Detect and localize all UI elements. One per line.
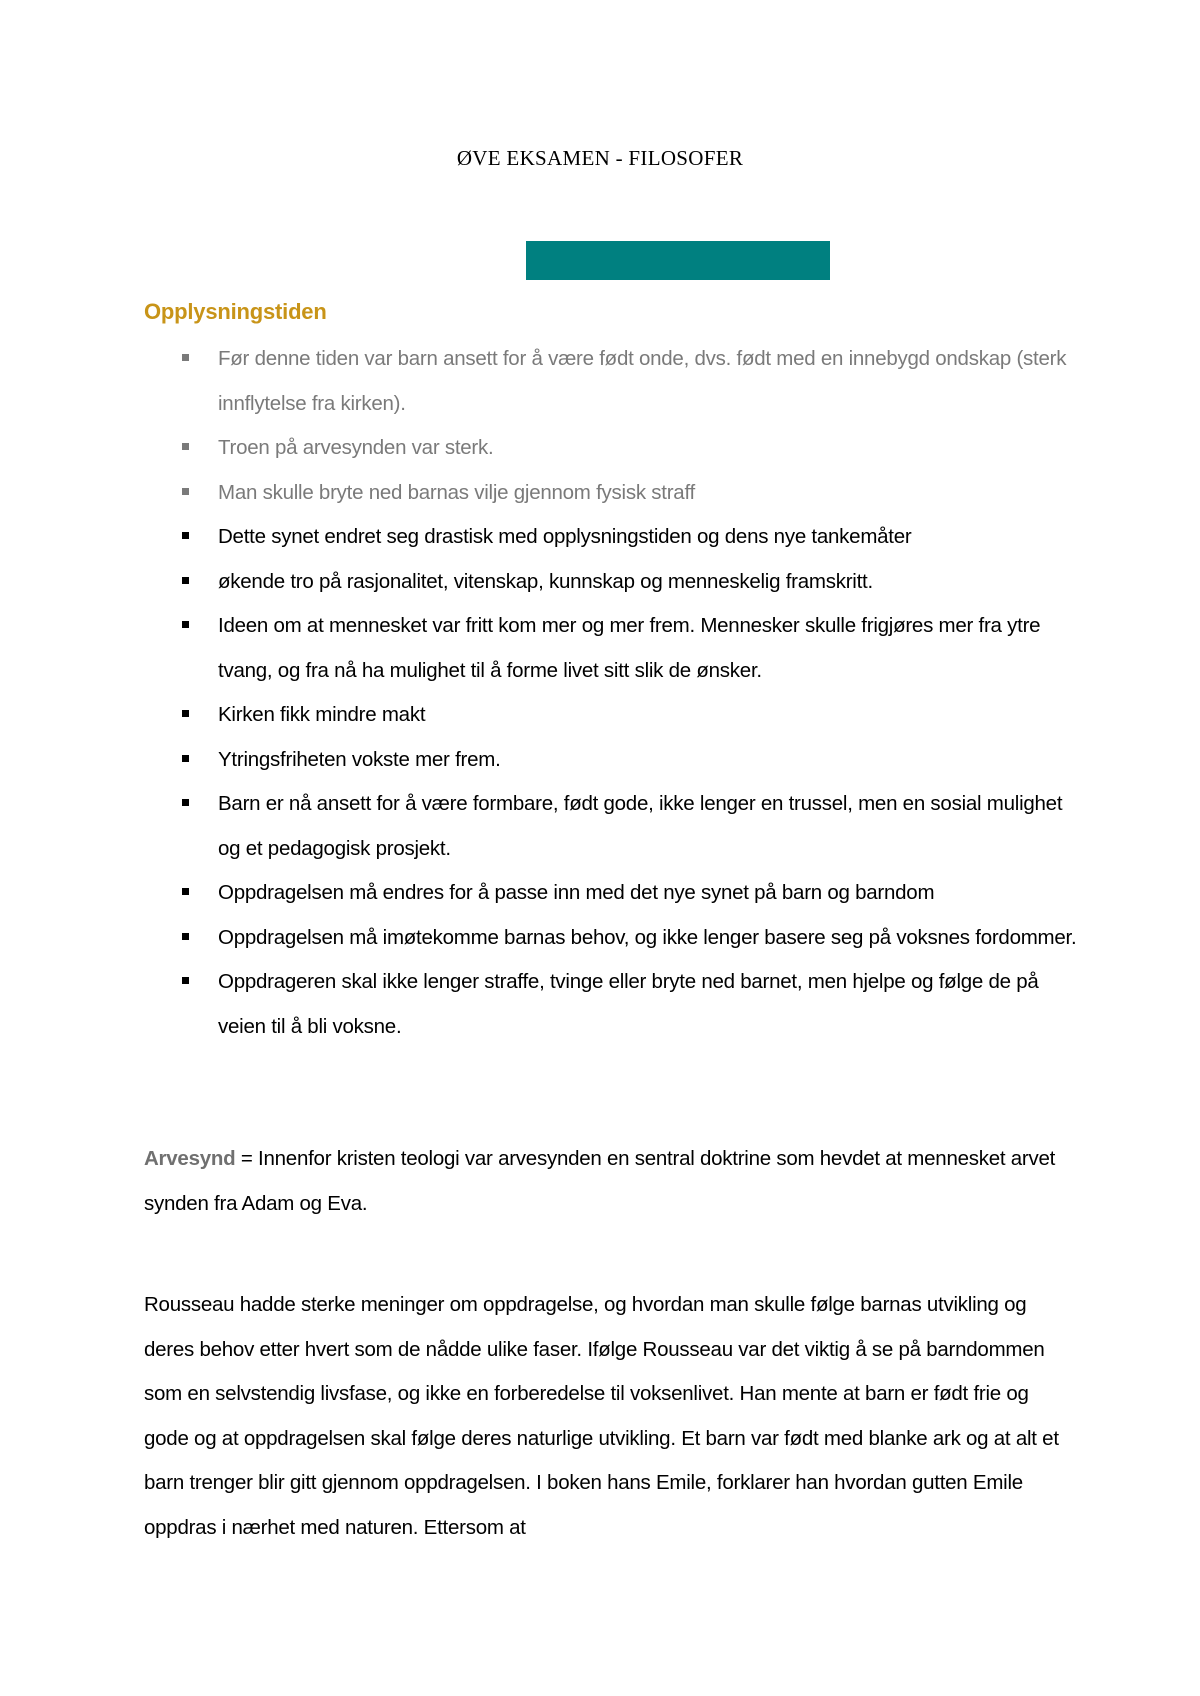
section-heading: Opplysningstiden (144, 299, 327, 324)
square-bullet-icon (182, 755, 189, 762)
square-bullet-icon (182, 621, 189, 628)
list-item (144, 782, 1084, 871)
square-bullet-icon (182, 488, 189, 495)
square-bullet-icon (182, 799, 189, 806)
square-bullet-icon (182, 532, 189, 539)
square-bullet-icon (182, 710, 189, 717)
list-item (144, 515, 1084, 560)
list-item (144, 871, 1084, 916)
list-item (144, 337, 1084, 426)
list-item (144, 693, 1084, 738)
square-bullet-icon (182, 888, 189, 895)
list-item-text: Ideen om at mennesket var fritt kom mer og mer frem. Mennesker skulle frigjøres mer fra ytre tvang, og fra nå ha mulighet til å forme livet sitt slik de ønsker. (218, 614, 1041, 682)
list-item-text: Man skulle bryte ned barnas vilje gjennom fysisk straff (218, 480, 695, 504)
list-item (144, 604, 1084, 693)
list-item-text: Troen på arvesynden var sterk. (218, 436, 494, 459)
list-item-text: økende tro på rasjonalitet, vitenskap, kunnskap og menneskelig framskritt. (218, 569, 873, 593)
bullet-list (144, 337, 1084, 1049)
definition-term: Arvesynd (144, 1147, 236, 1170)
list-item (144, 916, 1084, 961)
rousseau-paragraph: Rousseau hadde sterke meninger om oppdragelse, og hvordan man skulle følge barnas utvikling og deres behov etter hvert som de nådde ulike faser. Ifølge Rousseau var det viktig å se på barndommen som en selvstendig livsfase, og ikke en forberedelse til voksenlivet. Han mente at barn er født frie og gode og at oppdragelsen skal følge deres naturlige utvikling. Et barn var født med blanke ark og at alt et barn trenger blir gitt gjennom oppdragelsen. I boken hans Emile, forklarer han hvordan gutten Emile oppdras i nærhet med naturen. Ettersom at (144, 1293, 1059, 1539)
definition-text: = Innenfor kristen teologi var arvesynden en sentral doktrine som hevdet at mennesket arvet synden fra Adam og Eva. (144, 1147, 1056, 1215)
square-bullet-icon (182, 933, 189, 940)
definition-paragraph (144, 1137, 1074, 1226)
document-title: ØVE EKSAMEN - FILOSOFER (456, 146, 744, 170)
title-banner (526, 241, 830, 280)
list-item-text: Barn er nå ansett for å være formbare, født gode, ikke lenger en trussel, men en sosial mulighet og et pedagogisk prosjekt. (218, 792, 1063, 860)
list-item-text: Oppdragelsen må imøtekomme barnas behov, og ikke lenger basere seg på voksnes fordommer. (218, 925, 1077, 949)
list-item (144, 426, 1084, 471)
list-item (144, 560, 1084, 605)
square-bullet-icon (182, 443, 189, 450)
list-item-text: Før denne tiden var barn ansett for å være født onde, dvs. født med en innebygd ondskap (sterk innflytelse fra kirken). (218, 347, 1067, 415)
square-bullet-icon (182, 354, 189, 361)
list-item (144, 738, 1084, 783)
list-item-text: Dette synet endret seg drastisk med opplysningstiden og dens nye tankemåter (218, 525, 912, 548)
list-item-text: Oppdrageren skal ikke lenger straffe, tvinge eller bryte ned barnet, men hjelpe og følge de på veien til å bli voksne. (218, 970, 1039, 1038)
list-item-text: Oppdragelsen må endres for å passe inn med det nye synet på barn og barndom (218, 881, 935, 904)
list-item-text: Ytringsfriheten vokste mer frem. (218, 747, 501, 771)
square-bullet-icon (182, 977, 189, 984)
list-item (144, 471, 1084, 516)
list-item-text: Kirken fikk mindre makt (218, 703, 426, 726)
square-bullet-icon (182, 577, 189, 584)
list-item (144, 960, 1084, 1049)
